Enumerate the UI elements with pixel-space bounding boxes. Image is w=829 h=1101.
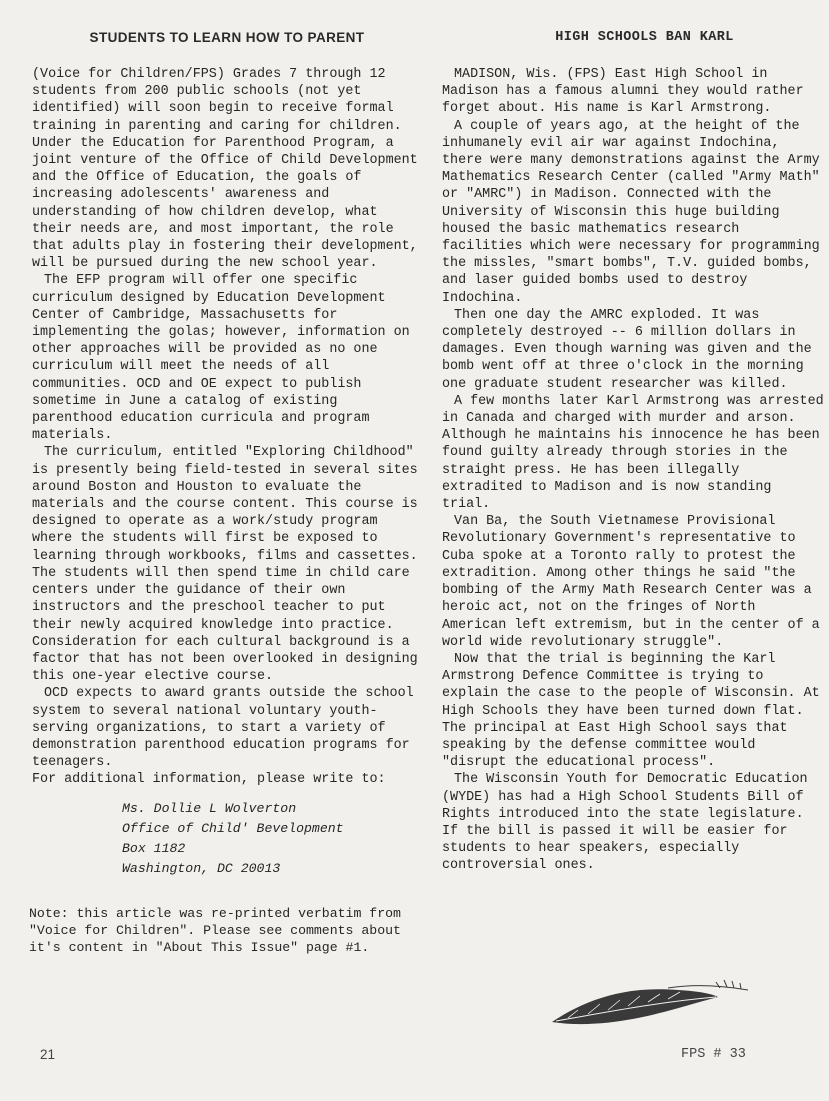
article-paragraph: A couple of years ago, at the height of the inhumanely evil air war against Indochina, there were many demonstrations against the Army Mathematics Research Center (called "Army Math" or "AMRC") in Madison. Connected with the University of Wisconsin this huge building housed the basic mathematics research facilities which were necessary for programming the missles, "smart bombs", T.V. guided bombs, and laser guided bombs used to destroy Indochina. bbox=[442, 118, 820, 306]
article-paragraph: (Voice for Children/FPS) Grades 7 through 12 students from 200 public schools (not yet identified) will soon begin to receive formal training in parenting and caring for children. Under the Education for Parenthood Program, a joint venture of the Office of Child Development and the Office of Education, the goals of increasing adolescents' awareness and understanding of how children develop, what their needs are, and most important, the role that adults play in fostering their development, will be pursued during the new school year. bbox=[32, 67, 418, 272]
article-paragraph: Now that the trial is beginning the Karl Armstrong Defence Committee is trying to explain the case to the people of Wisconsin. At High Schools they have been turned down flat. The principal at East High School says that speaking by the defense committee would "disrupt the educational process". bbox=[442, 651, 820, 771]
article-paragraph: Then one day the AMRC exploded. It was completely destroyed -- 6 million dollars in damages. Even though warning was given and the bomb went off at three o'clock in the morning one graduate student researcher was killed. bbox=[442, 307, 812, 392]
article-paragraph: A few months later Karl Armstrong was arrested in Canada and charged with murder and arson. Although he maintains his innocence he has been found guilty already through stories in the straight press. He has been illegally extradited to Madison and is now standing trial. bbox=[442, 393, 824, 513]
article-paragraph: The curriculum, entitled "Exploring Childhood" is presently being field-tested in several sites around Boston and Houston to evaluate the materials and the course content. This course is designed to operate as a work/study program where the students will first be exposed to learning through workbooks, films and cassettes. The students will then spend time in child care centers under the guidance of their own instructors and the preschool teacher to put their newly acquired knowledge into practice. Consideration for each cultural background is a factor that has not been overlooked in designing this one-year elective course. bbox=[32, 445, 418, 685]
address-line: Washington, DC 20013 bbox=[122, 860, 281, 876]
article-paragraph: The Wisconsin Youth for Democratic Education (WYDE) has had a High School Students Bill of Rights introduced into the state legislature. If the bill is passed it will be easier for students to hear speakers, especially controversial ones. bbox=[442, 772, 808, 874]
contact-address bbox=[122, 799, 422, 879]
feather-icon bbox=[548, 972, 768, 1032]
article-heading: STUDENTS TO LEARN HOW TO PARENT bbox=[89, 30, 365, 45]
article-paragraph: OCD expects to award grants outside the school system to several national voluntary youth-serving organizations, to start a variety of demonstration parenthood education programs for teenagers. bbox=[32, 686, 414, 771]
contact-line: For additional information, please write to: bbox=[32, 772, 386, 788]
article-paragraph: MADISON, Wis. (FPS) East High School in Madison has a famous alumni they would rather forget about. His name is Karl Armstrong. bbox=[442, 67, 804, 117]
issue-label: FPS # 33 bbox=[681, 1047, 746, 1062]
article-paragraph: Van Ba, the South Vietnamese Provisional Revolutionary Government's representative to Cuba spoke at a Toronto rally to protest the extradition. Among other things he said "the bombing of the Army Math Research Center was a heroic act, not on the fringes of North American left extremism, but in the center of a world wide revolutionary struggle". bbox=[442, 514, 820, 650]
article-left bbox=[29, 30, 422, 956]
reprint-note: Note: this article was re-printed verbatim from "Voice for Children". Please see comments about it's content in "About This Issue" page #1. bbox=[29, 905, 401, 955]
article-right bbox=[442, 30, 827, 875]
article-heading: HIGH SCHOOLS BAN KARL bbox=[555, 30, 734, 45]
address-line: Box 1182 bbox=[122, 840, 186, 856]
article-paragraph: The EFP program will offer one specific curriculum designed by Education Development Center of Cambridge, Massachusetts for implementing the golas; however, information on other approaches will be provided as no one curriculum will meet the needs of all communities. OCD and OE expect to publish sometime in June a catalog of existing parenthood education curricula and program materials. bbox=[32, 273, 410, 444]
address-line: Ms. Dollie L Wolverton bbox=[122, 800, 297, 816]
page-number: 21 bbox=[40, 1047, 56, 1062]
address-line: Office of Child' Bevelopment bbox=[122, 820, 344, 836]
